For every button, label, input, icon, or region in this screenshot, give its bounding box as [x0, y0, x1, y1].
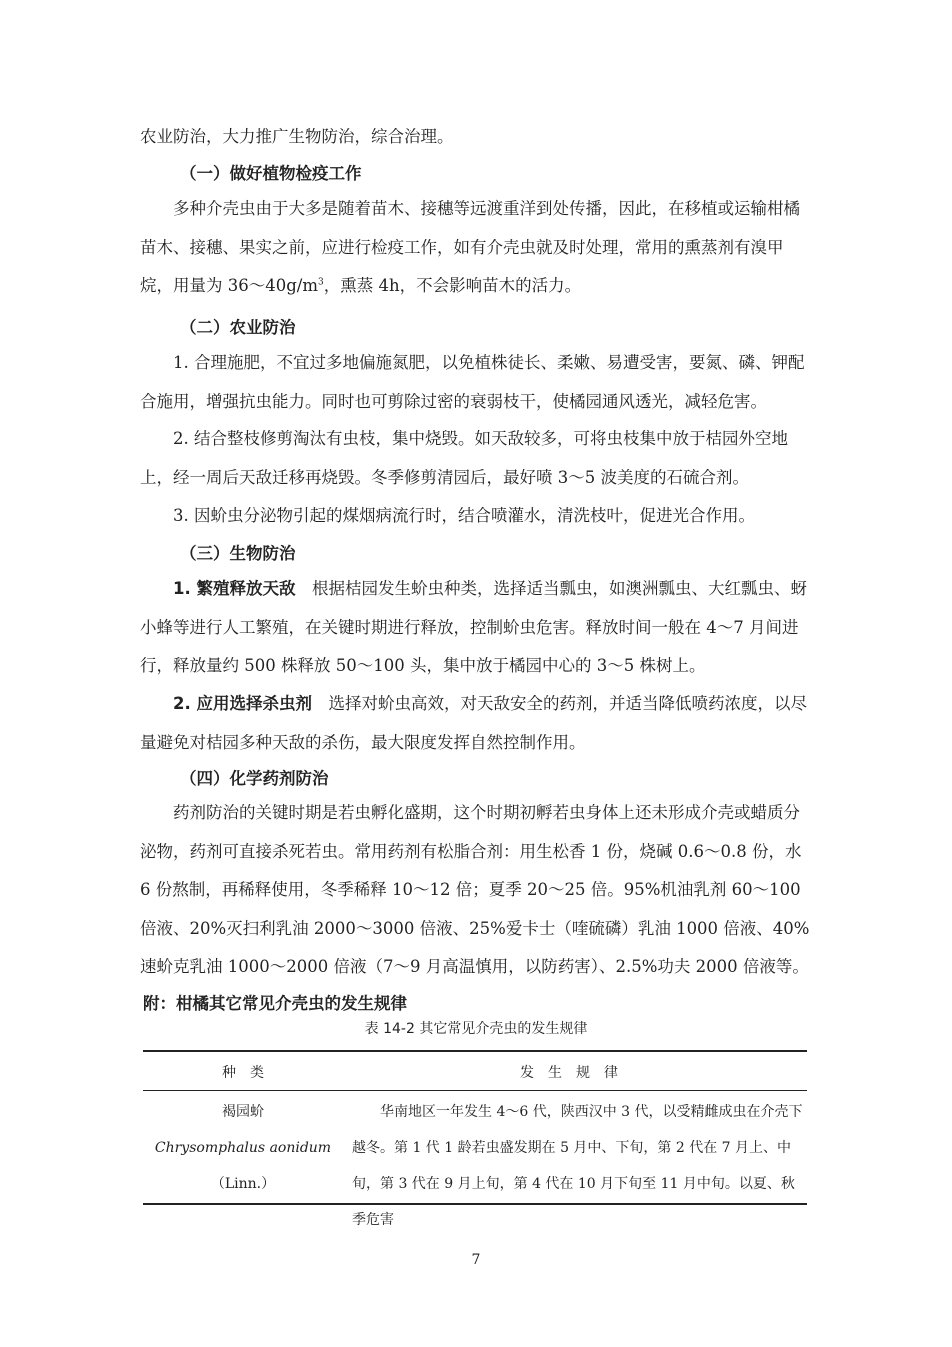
paragraph-pruning: 2. 结合整枝修剪淘汰有虫枝，集中烧毁。如天敌较多，可将虫枝集中放于桔园外空地上，经一周后天敌迁移再烧毁。冬季修剪清园后，最好喷 3～5 波美度的石硫合剂。 — [140, 429, 788, 487]
table-row-rule-text: 华南地区一年发生 4～6 代，陕西汉中 3 代，以受精雌成虫在介壳下越冬。第 1 代 1 龄若虫盛发期在 5 月中、下旬，第 2 代在 7 月上、中旬，第 3 代在 9 月上旬，第 4 代在 10 月下旬至 11 月中旬。以夏、秋季危害 — [352, 1104, 803, 1228]
paragraph-chemical: 药剂防治的关键时期是若虫孵化盛期，这个时期初孵若虫身体上还未形成介壳或蜡质分泌物，药剂可直接杀死若虫。常用药剂有松脂合剂：用生松香 1 份，烧碱 0.6～0.8 份，水 6 份熬制，再稀释使用，冬季稀释 10～12 倍；夏季 20～25 倍。95%机油乳剂 60～100 倍液、20%灭扫利乳油 2000～3000 倍液、25%爱卡士（喹硫磷）乳油 1000 倍液、40%速蚧克乳油 1000～2000 倍液（7～9 月高温慎用，以防药害）、2.5%功夫 2000 倍液等。 — [140, 803, 810, 976]
paragraph-quarantine-text: 多种介壳虫由于大多是随着苗木、接穗等远渡重洋到处传播，因此，在移植或运输柑橘苗木、接穗、果实之前，应进行检疫工作，如有介壳虫就及时处理，常用的熏蒸剂有溴甲烷，用量为 36～40g/m — [140, 199, 800, 295]
heading-chemical: （四）化学药剂防治 — [180, 769, 329, 788]
paragraph-fertilize: 1. 合理施肥，不宜过多地偏施氮肥，以免植株徒长、柔嫩、易遭受害，要氮、磷、钾配合施用，增强抗虫能力。同时也可剪除过密的衰弱枝干，使橘园通风透光，减轻危害。 — [140, 353, 805, 411]
heading-biological: （三）生物防治 — [180, 544, 296, 563]
heading-appendix: 附：柑橘其它常见介壳虫的发生规律 — [143, 994, 407, 1013]
table-caption: 表 14-2 其它常见介壳虫的发生规律 — [364, 1021, 588, 1037]
lead-selective-insecticide: 2. 应用选择杀虫剂 — [173, 694, 312, 713]
heading-quarantine: （一）做好植物检疫工作 — [180, 164, 362, 183]
superscript: 3 — [318, 277, 324, 288]
table-bottom-rule — [143, 1203, 807, 1205]
paragraph-selective-insecticide — [140, 685, 812, 762]
paragraph-sooty-mold: 3. 因蚧虫分泌物引起的煤烟病流行时，结合喷灌水，清洗枝叶，促进光合作用。 — [173, 506, 755, 525]
table-top-rule — [143, 1050, 807, 1052]
lead-natural-enemies: 1. 繁殖释放天敌 — [173, 579, 296, 598]
paragraph-intro: 农业防治，大力推广生物防治，综合治理。 — [140, 127, 454, 146]
paragraph-quarantine-tail: ，熏蒸 4h，不会影响苗木的活力。 — [323, 276, 582, 295]
paragraph-quarantine — [140, 190, 812, 306]
paragraph-natural-enemies-text: 根据桔园发生蚧虫种类，选择适当瓢虫，如澳洲瓢虫、大红瓢虫、蚜小蜂等进行人工繁殖，在关键时期进行释放，控制蚧虫危害。释放时间一般在 4～7 月间进行，释放量约 500 株释放 50～100 头，集中放于橘园中心的 3～5 株树上。 — [140, 579, 807, 675]
species-chinese-name: 褐园蚧 — [222, 1104, 264, 1120]
paragraph-natural-enemies — [140, 570, 812, 686]
species-author: （Linn.） — [210, 1176, 276, 1192]
table-header-rule: 发生规律 — [520, 1065, 632, 1081]
species-latin-name: Chrysomphalus aonidum — [154, 1140, 332, 1156]
heading-agricultural: （二）农业防治 — [180, 318, 296, 337]
page-number: 7 — [471, 1252, 481, 1268]
table-row-species — [143, 1094, 343, 1202]
table-header-rule-line — [143, 1090, 807, 1091]
table-header-species: 种类 — [222, 1065, 278, 1081]
paragraph-selective-insecticide-text: 选择对蚧虫高效，对天敌安全的药剂，并适当降低喷药浓度，以尽量避免对桔园多种天敌的杀伤，最大限度发挥自然控制作用。 — [140, 694, 807, 752]
